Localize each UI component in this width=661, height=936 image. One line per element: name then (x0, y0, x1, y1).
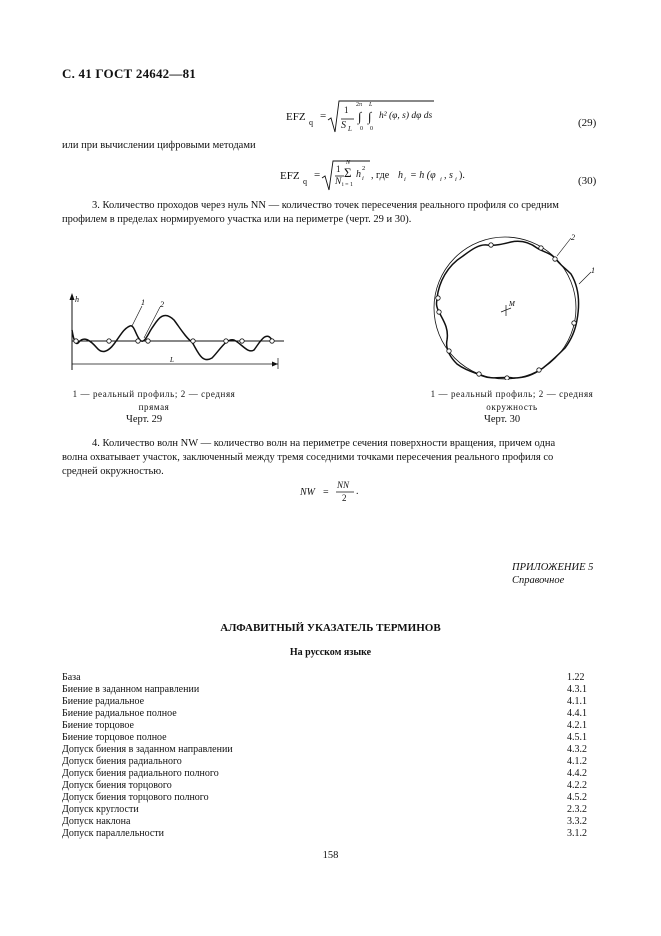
equation-nw (300, 480, 370, 506)
fig29-caption (62, 388, 246, 414)
eq30-h-def-rhs: = h (φ (410, 170, 436, 181)
eq30-sum-lower: i = 1 (342, 182, 354, 188)
eq30-h-def-rhs-sub: i (440, 176, 442, 183)
fig30-caption-line2: окружность (486, 402, 538, 412)
index-number: 4.5.1 (567, 732, 587, 743)
eq29-lhs: EFZ (286, 111, 306, 123)
index-term: Допуск биения радиального полного (62, 768, 219, 779)
index-row (62, 708, 592, 720)
index-row (62, 804, 592, 816)
eq30-frac-num: 1 (336, 164, 341, 174)
between-text: или при вычислении цифровыми методами (62, 140, 256, 151)
index-row (62, 828, 592, 840)
figure-30 (425, 230, 605, 380)
fig30-label-1: 1 (591, 266, 595, 275)
page-header: С. 41 ГОСТ 24642—81 (62, 66, 196, 81)
eq30-h-def: h (398, 170, 403, 181)
equation-30 (280, 160, 480, 192)
eq30-equals: = (314, 169, 321, 181)
eq30-frac-den: N (335, 177, 342, 187)
eq29-number: (29) (578, 117, 597, 129)
index-number: 4.3.2 (567, 744, 587, 755)
para4-line1: 4. Количество волн NW — количество волн на периметре сечения поверхности вращения, причем одна (92, 438, 556, 449)
fig29-label-L: L (170, 356, 174, 364)
fig29-caption-line1: 1 — реальный профиль; 2 — средняя (72, 389, 236, 399)
index-number: 1.22 (567, 672, 585, 683)
eq30-h-def-close: ). (459, 170, 465, 181)
index-number: 4.2.2 (567, 780, 587, 791)
para4-line2: волна охватывает участок, заключенный между тремя соседними точками пересечения реального профиля со (62, 452, 554, 463)
eq29-lhs-sub: q (309, 118, 313, 127)
eq29-int1-sign: ∫ (358, 109, 362, 124)
fig29-label-h: h (75, 295, 79, 304)
eq29-frac-den-sub: L (348, 125, 352, 133)
eq30-where: , где (371, 170, 390, 181)
eq29-frac-den: S (341, 120, 346, 131)
index-term: Биение торцовое (62, 720, 134, 731)
index-number: 3.1.2 (567, 828, 587, 839)
index-number: 3.3.2 (567, 816, 587, 827)
index-number: 4.4.1 (567, 708, 587, 719)
index-row (62, 720, 592, 732)
eq30-sum-upper: N (346, 160, 351, 166)
eq30-h-def-rhs-end: , s (444, 170, 453, 181)
index-row (62, 744, 592, 756)
index-row (62, 780, 592, 792)
index-number: 4.3.1 (567, 684, 587, 695)
index-term: Допуск биения торцового полного (62, 792, 209, 803)
eq30-lhs-sub: q (303, 177, 307, 186)
eq29-int2-upper: L (369, 102, 373, 108)
index-term: Биение радиальное (62, 696, 145, 707)
equation-29 (286, 100, 446, 140)
fig30-title: Черт. 30 (484, 414, 521, 425)
index-term: Допуск биения торцового (62, 780, 172, 791)
fig29-title: Черт. 29 (126, 414, 163, 425)
eq30-h-def-rhs-sub2: i (455, 176, 457, 183)
eq30-lhs: EFZ (280, 170, 300, 182)
index-term: Допуск наклона (62, 816, 131, 827)
eq30-sum-body: h (356, 169, 361, 180)
index-title: АЛФАВИТНЫЙ УКАЗАТЕЛЬ ТЕРМИНОВ (220, 622, 441, 634)
index-row (62, 732, 592, 744)
index-term: Допуск биения радиального (62, 756, 182, 767)
index-number: 2.3.2 (567, 804, 587, 815)
index-term: Биение в заданном направлении (62, 684, 200, 695)
index-number: 4.5.2 (567, 792, 587, 803)
eq-nw-end: . (356, 486, 359, 497)
figure-29 (62, 290, 287, 380)
eq-nw-lhs: NW (300, 487, 315, 498)
index-row (62, 768, 592, 780)
appendix-subtitle: Справочное (512, 575, 565, 586)
index-row (62, 696, 592, 708)
fig29-label-1: 1 (141, 298, 145, 307)
para3-line2: профилем в пределах нормируемого участка или на периметре (черт. 29 и 30). (62, 214, 412, 225)
fig30-label-M: M (509, 300, 515, 308)
eq30-h-def-sub: i (404, 176, 406, 183)
page-number: 158 (322, 850, 339, 861)
eq29-int2-lower: 0 (370, 126, 373, 132)
fig30-caption (420, 388, 604, 414)
eq30-sum-body-sup: 2 (362, 165, 366, 172)
eq-nw-num: NN (337, 480, 350, 490)
index-row (62, 672, 592, 684)
index-subtitle: На русском языке (289, 647, 372, 658)
index-row (62, 684, 592, 696)
fig29-caption-line2: прямая (138, 402, 170, 412)
fig30-label-2: 2 (571, 233, 575, 242)
eq29-equals: = (320, 110, 327, 122)
index-row (62, 756, 592, 768)
para3-line1: 3. Количество проходов через нуль NN — количество точек пересечения реального профиля со средним (92, 200, 559, 211)
eq-nw-den: 2 (342, 493, 347, 503)
fig30-caption-line1: 1 — реальный профиль; 2 — средняя (430, 389, 594, 399)
index-row (62, 792, 592, 804)
eq29-int2-sign: ∫ (368, 109, 372, 124)
eq29-frac-num: 1 (344, 105, 349, 115)
index-term: Допуск параллельности (62, 828, 165, 839)
eq-nw-equals: = (323, 487, 329, 498)
index-row (62, 816, 592, 828)
para4-line3: средней окружностью. (62, 466, 164, 477)
index-term: Биение торцовое полное (62, 732, 167, 743)
index-number: 4.1.1 (567, 696, 587, 707)
fig29-label-2: 2 (160, 300, 164, 309)
eq29-body: h² (φ, s) dφ ds (379, 111, 433, 121)
index-term: Допуск биения в заданном направлении (62, 744, 233, 755)
index-term: Допуск круглости (62, 804, 139, 815)
eq30-sum-sign: Σ (344, 165, 352, 180)
eq30-sum-body-sub: i (362, 175, 364, 182)
appendix-title: ПРИЛОЖЕНИЕ 5 (512, 562, 594, 573)
index-number: 4.2.1 (567, 720, 587, 731)
eq29-int1-lower: 0 (360, 126, 363, 132)
index-term: Биение радиальное полное (62, 708, 177, 719)
index-number: 4.4.2 (567, 768, 587, 779)
eq29-int1-upper: 2π (356, 102, 363, 108)
index-number: 4.1.2 (567, 756, 587, 767)
index-term: База (62, 672, 81, 683)
eq30-number: (30) (578, 175, 597, 187)
